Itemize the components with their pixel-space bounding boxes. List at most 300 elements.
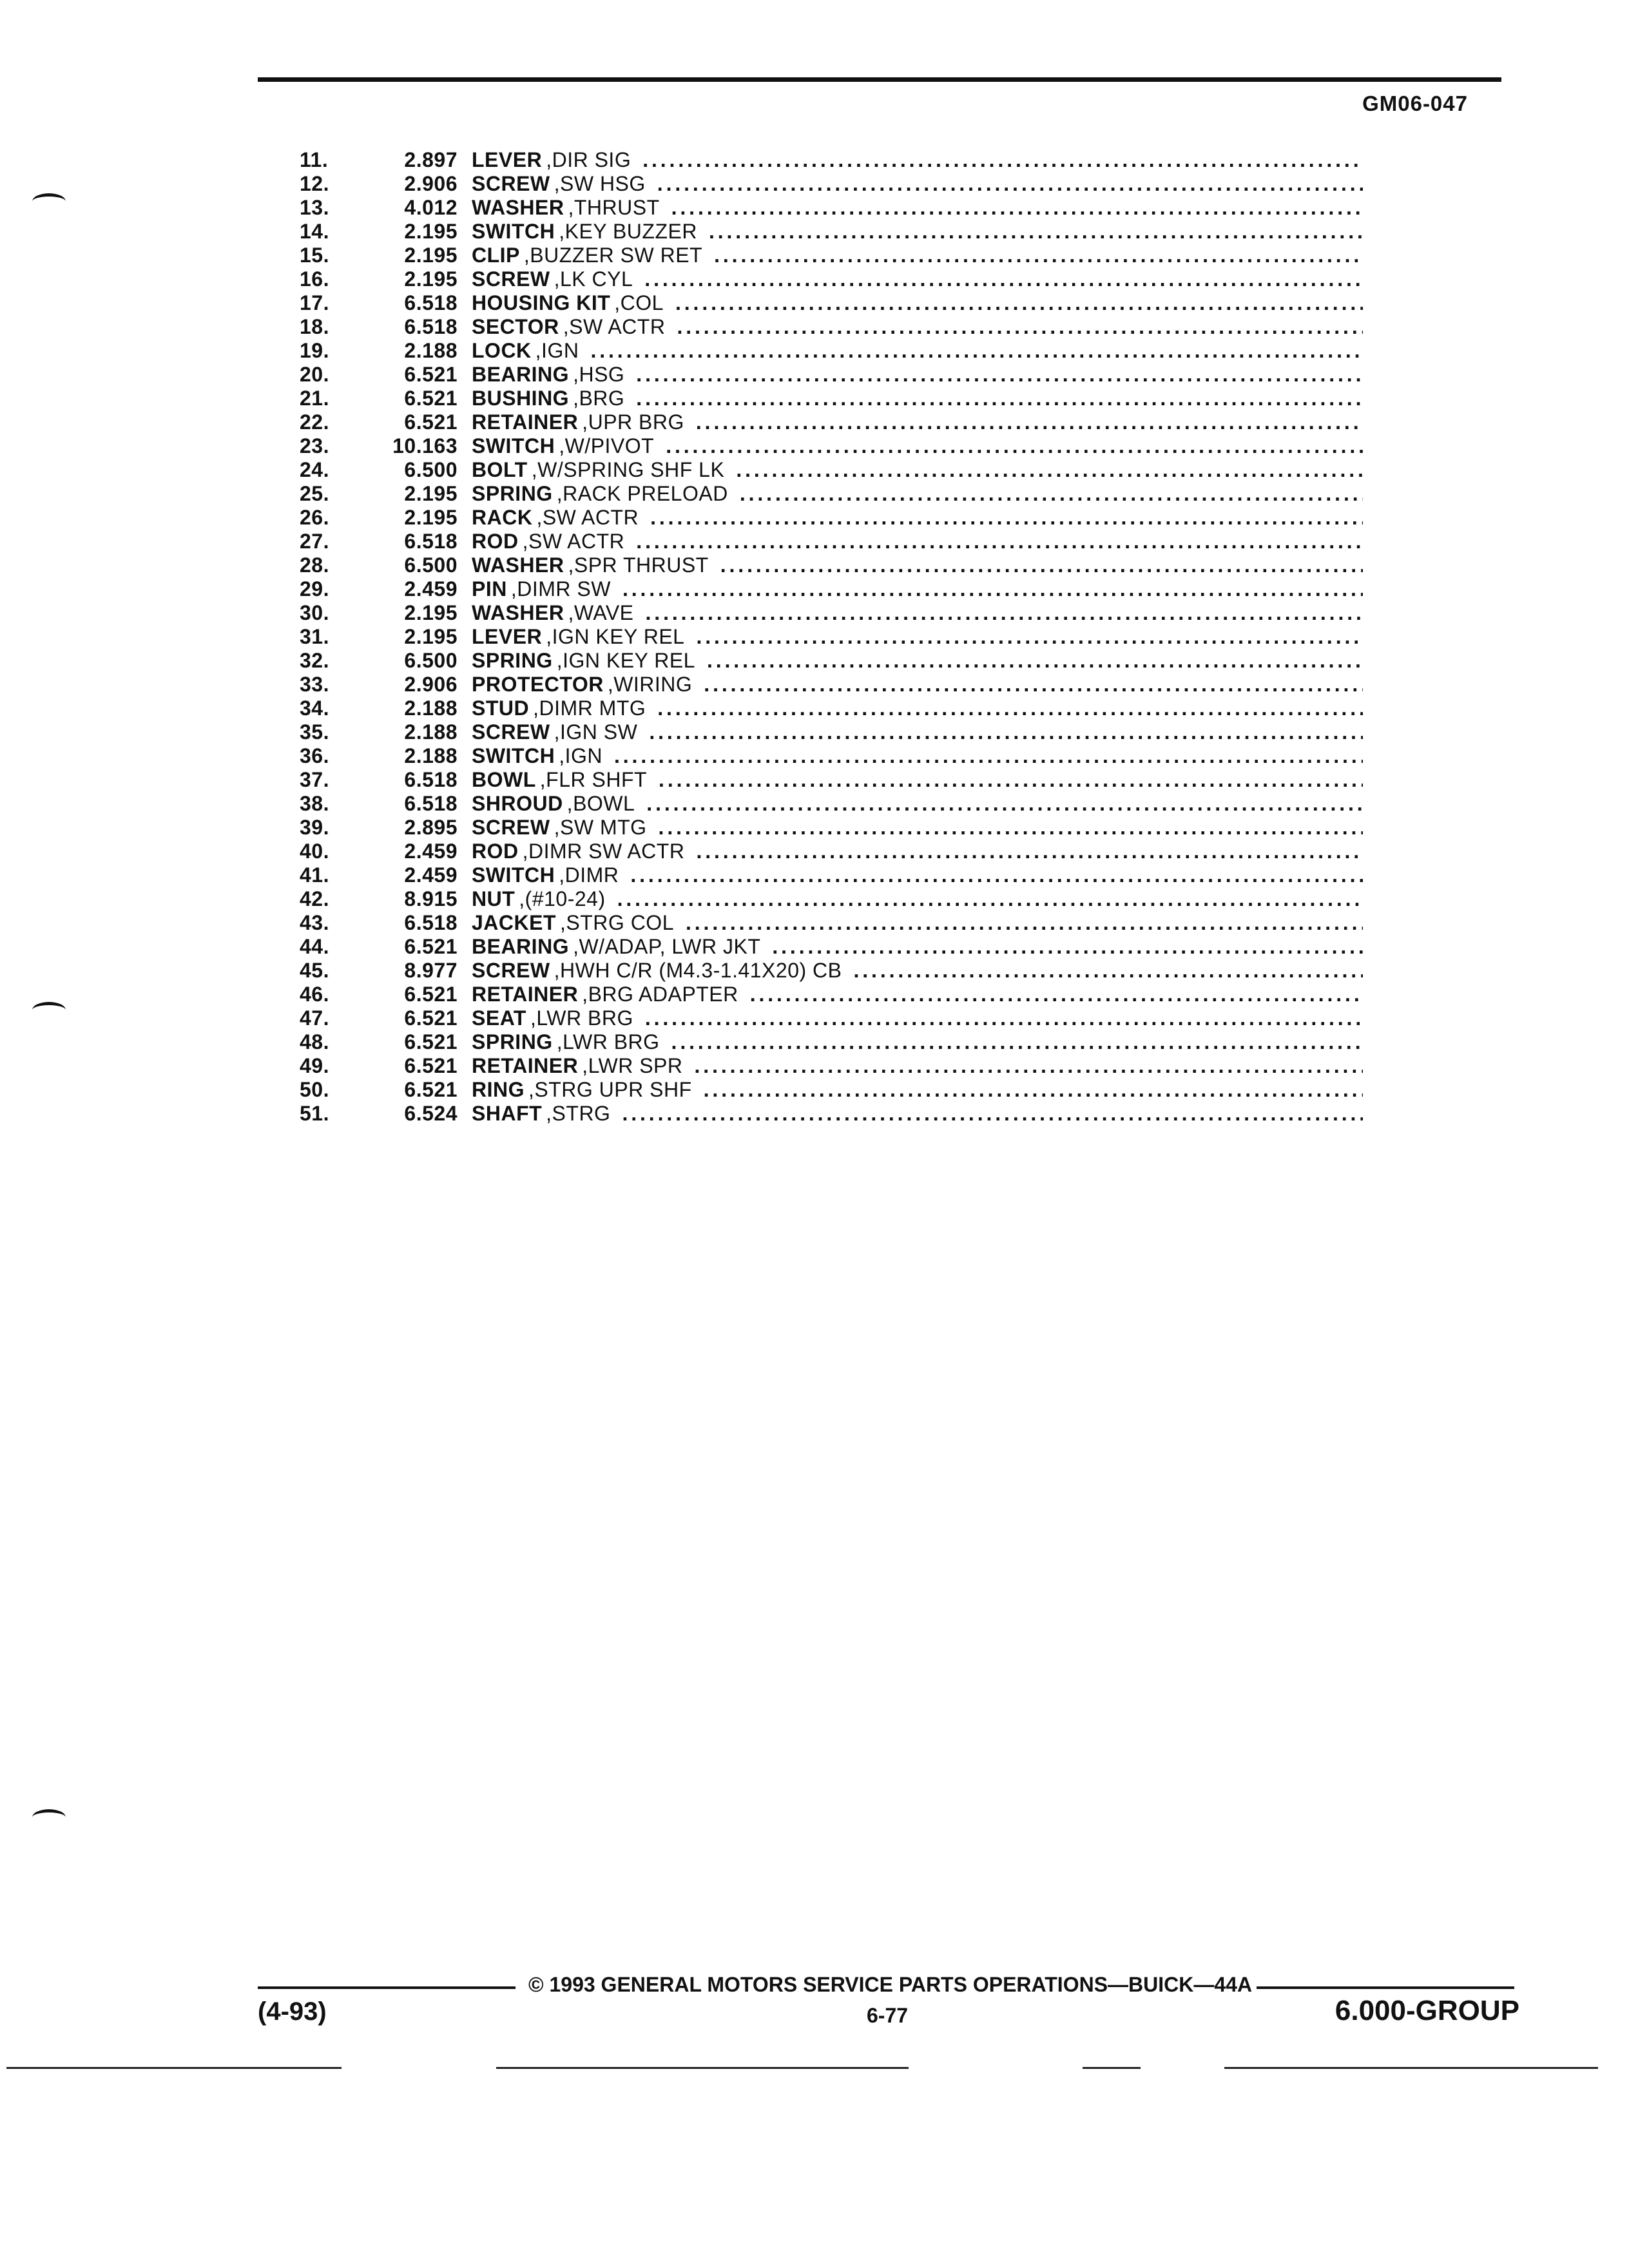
part-separator: ,: [559, 220, 565, 243]
parts-row: [300, 506, 1363, 530]
part-name: RETAINER: [472, 410, 579, 434]
part-separator: ,: [554, 720, 560, 744]
dot-leader: [659, 816, 1363, 840]
part-name: WASHER: [472, 196, 564, 219]
part-separator: ,: [523, 244, 530, 267]
part-separator: ,: [530, 1006, 537, 1030]
group-number: 2.906: [404, 673, 458, 696]
dot-leader: [714, 244, 1363, 267]
group-label: 6.000-GROUP: [1335, 1995, 1519, 2026]
group-number: 6.500: [404, 458, 458, 481]
group-number: 2.459: [404, 577, 458, 601]
part-separator: ,: [573, 363, 579, 386]
part-name: PROTECTOR: [472, 673, 604, 696]
item-number: 45.: [300, 959, 329, 982]
part-name: CLIP: [472, 244, 520, 267]
part-name: RING: [472, 1078, 525, 1101]
item-number: 49.: [300, 1054, 329, 1077]
parts-row: [300, 148, 1363, 172]
copyright-notice: © 1993 GENERAL MOTORS SERVICE PARTS OPERATIONS—BUICK—44A: [528, 1973, 1253, 1996]
parts-row: [300, 577, 1363, 601]
item-number: 12.: [300, 172, 329, 195]
dot-leader: [649, 720, 1363, 744]
item-number: 35.: [300, 720, 329, 744]
dot-leader: [657, 697, 1363, 720]
part-description: STRG: [552, 1102, 611, 1125]
margin-mark: [32, 1809, 66, 1825]
group-number: 6.518: [404, 792, 458, 815]
group-number: 8.915: [404, 887, 458, 910]
page-number: 6-77: [867, 2004, 909, 2027]
scan-edge-line: [1224, 2067, 1598, 2069]
parts-row: [300, 911, 1363, 935]
item-number: 38.: [300, 792, 329, 815]
group-number: 6.518: [404, 911, 458, 934]
part-name: SPRING: [472, 482, 553, 505]
part-separator: ,: [607, 673, 614, 696]
item-number: 20.: [300, 363, 329, 386]
part-description: THRUST: [574, 196, 660, 219]
part-description: SW HSG: [560, 172, 646, 195]
part-separator: ,: [528, 1078, 535, 1101]
part-description: IGN SW: [560, 720, 638, 744]
group-number: 2.188: [404, 339, 458, 362]
group-number: 2.195: [404, 601, 458, 624]
item-number: 44.: [300, 935, 329, 958]
part-description: IGN: [564, 744, 602, 767]
part-description: IGN: [541, 339, 579, 362]
group-number: 6.500: [404, 649, 458, 672]
part-description: BRG ADAPTER: [588, 983, 738, 1006]
part-separator: ,: [546, 625, 552, 648]
part-name: ROD: [472, 530, 519, 553]
part-name: SWITCH: [472, 863, 555, 887]
item-number: 24.: [300, 458, 329, 481]
group-number: 6.518: [404, 768, 458, 791]
part-separator: ,: [531, 458, 538, 481]
group-number: 6.518: [404, 530, 458, 553]
item-number: 27.: [300, 530, 329, 553]
parts-row: [300, 1078, 1363, 1102]
parts-row: [300, 816, 1363, 840]
parts-row: [300, 1054, 1363, 1078]
part-separator: ,: [546, 1102, 552, 1125]
footer-rule: [258, 1986, 516, 1989]
part-name: BEARING: [472, 363, 570, 386]
parts-row: [300, 720, 1363, 744]
item-number: 13.: [300, 196, 329, 219]
parts-row: [300, 482, 1363, 506]
part-description: (#10-24): [525, 887, 606, 910]
part-description: BUZZER SW RET: [530, 244, 703, 267]
parts-row: [300, 697, 1363, 720]
part-description: W/ADAP, LWR JKT: [579, 935, 761, 958]
group-number: 2.906: [404, 172, 458, 195]
part-description: IGN KEY REL: [552, 625, 685, 648]
group-number: 6.524: [404, 1102, 458, 1125]
part-description: STRG UPR SHF: [534, 1078, 692, 1101]
header-rule: [258, 77, 1501, 82]
part-description: COL: [620, 291, 664, 314]
group-number: 2.897: [404, 148, 458, 171]
dot-leader: [671, 1030, 1363, 1054]
dot-leader: [704, 1078, 1363, 1102]
part-description: SW MTG: [560, 816, 647, 839]
parts-row: [300, 434, 1363, 458]
dot-leader: [636, 387, 1363, 410]
parts-row: [300, 172, 1363, 196]
item-number: 37.: [300, 768, 329, 791]
part-name: BEARING: [472, 935, 570, 958]
dot-leader: [590, 339, 1363, 363]
parts-row: [300, 935, 1363, 959]
group-number: 6.521: [404, 935, 458, 958]
part-name: RETAINER: [472, 983, 579, 1006]
part-description: KEY BUZZER: [564, 220, 697, 243]
dot-leader: [704, 673, 1363, 697]
group-number: 6.500: [404, 553, 458, 577]
part-name: BUSHING: [472, 387, 570, 410]
group-number: 2.195: [404, 220, 458, 243]
item-number: 46.: [300, 983, 329, 1006]
part-separator: ,: [566, 792, 574, 815]
dot-leader: [696, 625, 1363, 649]
part-name: LOCK: [472, 339, 532, 362]
part-name: BOLT: [472, 458, 528, 481]
dot-leader: [644, 267, 1363, 291]
item-number: 21.: [300, 387, 329, 410]
item-number: 41.: [300, 863, 329, 887]
item-number: 23.: [300, 434, 329, 457]
item-number: 51.: [300, 1102, 329, 1125]
parts-row: [300, 983, 1363, 1006]
part-separator: ,: [560, 911, 566, 934]
parts-row: [300, 673, 1363, 697]
part-name: WASHER: [472, 553, 564, 577]
part-separator: ,: [554, 172, 560, 195]
part-description: DIMR MTG: [539, 697, 646, 720]
margin-mark: [32, 1002, 66, 1018]
group-number: 6.521: [404, 983, 458, 1006]
group-number: 6.521: [404, 1006, 458, 1030]
part-separator: ,: [556, 482, 563, 505]
parts-row: [300, 553, 1363, 577]
part-separator: ,: [554, 267, 560, 291]
group-number: 6.518: [404, 315, 458, 338]
dot-leader: [736, 458, 1363, 482]
part-description: BOWL: [573, 792, 635, 815]
item-number: 33.: [300, 673, 329, 696]
group-number: 2.195: [404, 482, 458, 505]
part-name: PIN: [472, 577, 507, 601]
scan-edge-line: [1083, 2067, 1141, 2069]
group-number: 6.521: [404, 410, 458, 434]
part-name: NUT: [472, 887, 516, 910]
dot-leader: [709, 220, 1363, 244]
part-name: SCREW: [472, 267, 550, 291]
part-separator: ,: [546, 148, 552, 171]
parts-row: [300, 196, 1363, 220]
parts-row: [300, 625, 1363, 649]
footer-rule: [1257, 1986, 1514, 1989]
part-name: ROD: [472, 840, 519, 863]
part-description: BRG: [579, 387, 625, 410]
part-name: SWITCH: [472, 744, 555, 767]
revision-date: (4-93): [258, 1997, 327, 2026]
part-separator: ,: [556, 649, 563, 672]
part-name: STUD: [472, 697, 530, 720]
dot-leader: [636, 530, 1363, 553]
part-separator: ,: [510, 577, 517, 601]
dot-leader: [617, 887, 1363, 911]
item-number: 36.: [300, 744, 329, 767]
dot-leader: [666, 434, 1363, 458]
part-description: UPR BRG: [588, 410, 684, 434]
group-number: 4.012: [404, 196, 458, 219]
part-separator: ,: [568, 196, 574, 219]
group-number: 6.521: [404, 363, 458, 386]
part-description: RACK PRELOAD: [563, 482, 728, 505]
part-description: SPR THRUST: [574, 553, 709, 577]
part-name: BOWL: [472, 768, 536, 791]
part-separator: ,: [554, 959, 560, 982]
parts-row: [300, 792, 1363, 816]
part-name: WASHER: [472, 601, 564, 624]
part-separator: ,: [573, 387, 579, 410]
part-description: WIRING: [613, 673, 693, 696]
part-description: FLR SHFT: [546, 768, 648, 791]
part-name: SPRING: [472, 649, 553, 672]
item-number: 19.: [300, 339, 329, 362]
part-description: WAVE: [574, 601, 634, 624]
dot-leader: [750, 983, 1363, 1006]
dot-leader: [772, 935, 1363, 959]
item-number: 34.: [300, 697, 329, 720]
part-name: HOUSING KIT: [472, 291, 611, 314]
margin-mark: [32, 193, 66, 209]
part-name: JACKET: [472, 911, 557, 934]
part-separator: ,: [559, 744, 565, 767]
group-number: 2.188: [404, 697, 458, 720]
item-number: 18.: [300, 315, 329, 338]
part-description: IGN KEY REL: [563, 649, 695, 672]
part-name: SCREW: [472, 720, 550, 744]
item-number: 31.: [300, 625, 329, 648]
parts-row: [300, 959, 1363, 983]
group-number: 2.459: [404, 840, 458, 863]
dot-leader: [646, 601, 1363, 625]
part-name: SPRING: [472, 1030, 553, 1053]
parts-row: [300, 530, 1363, 553]
part-separator: ,: [568, 601, 574, 624]
parts-row: [300, 220, 1363, 244]
dot-leader: [636, 363, 1363, 387]
part-description: STRG COL: [566, 911, 674, 934]
parts-row: [300, 291, 1363, 315]
group-number: 6.521: [404, 387, 458, 410]
part-description: DIMR: [564, 863, 619, 887]
part-description: HSG: [579, 363, 625, 386]
dot-leader: [671, 196, 1363, 220]
dot-leader: [696, 410, 1363, 434]
dot-leader: [645, 1006, 1363, 1030]
part-separator: ,: [614, 291, 621, 314]
parts-list: [300, 148, 1363, 1126]
parts-row: [300, 267, 1363, 291]
parts-row: [300, 387, 1363, 410]
item-number: 16.: [300, 267, 329, 291]
item-number: 32.: [300, 649, 329, 672]
dot-leader: [630, 863, 1363, 887]
group-number: 6.518: [404, 291, 458, 314]
part-description: SW ACTR: [528, 530, 625, 553]
group-number: 2.459: [404, 863, 458, 887]
group-number: 2.195: [404, 267, 458, 291]
part-separator: ,: [559, 863, 565, 887]
item-number: 40.: [300, 840, 329, 863]
dot-leader: [659, 768, 1363, 792]
part-separator: ,: [563, 315, 570, 338]
part-name: LEVER: [472, 148, 543, 171]
parts-row: [300, 339, 1363, 363]
part-separator: ,: [582, 410, 588, 434]
dot-leader: [695, 1054, 1364, 1078]
part-separator: ,: [582, 1054, 588, 1077]
item-number: 11.: [300, 148, 329, 171]
dot-leader: [657, 172, 1363, 196]
parts-row: [300, 1030, 1363, 1054]
part-name: SWITCH: [472, 220, 555, 243]
dot-leader: [720, 553, 1363, 577]
item-number: 14.: [300, 220, 329, 243]
item-number: 15.: [300, 244, 329, 267]
part-description: LWR BRG: [563, 1030, 660, 1053]
dot-leader: [622, 577, 1363, 601]
scan-edge-line: [496, 2067, 909, 2069]
item-number: 42.: [300, 887, 329, 910]
dot-leader: [696, 840, 1363, 863]
part-separator: ,: [522, 840, 528, 863]
part-description: DIMR SW ACTR: [528, 840, 685, 863]
dot-leader: [686, 911, 1363, 935]
parts-row: [300, 887, 1363, 911]
part-description: LWR BRG: [536, 1006, 633, 1030]
part-name: RETAINER: [472, 1054, 579, 1077]
item-number: 39.: [300, 816, 329, 839]
part-separator: ,: [568, 553, 574, 577]
dot-leader: [677, 315, 1363, 339]
document-code: GM06-047: [1362, 91, 1468, 115]
group-number: 2.188: [404, 744, 458, 767]
part-separator: ,: [556, 1030, 563, 1053]
part-description: HWH C/R (M4.3-1.41X20) CB: [560, 959, 842, 982]
part-separator: ,: [559, 434, 565, 457]
group-number: 2.195: [404, 506, 458, 529]
item-number: 50.: [300, 1078, 329, 1101]
parts-row: [300, 244, 1363, 267]
item-number: 25.: [300, 482, 329, 505]
item-number: 47.: [300, 1006, 329, 1030]
part-separator: ,: [522, 530, 528, 553]
part-separator: ,: [536, 506, 543, 529]
part-separator: ,: [519, 887, 525, 910]
group-number: 2.188: [404, 720, 458, 744]
part-separator: ,: [554, 816, 560, 839]
parts-row: [300, 601, 1363, 625]
dot-leader: [642, 148, 1363, 172]
item-number: 28.: [300, 553, 329, 577]
group-number: 8.977: [404, 959, 458, 982]
part-description: LWR SPR: [588, 1054, 683, 1077]
part-description: SW ACTR: [569, 315, 666, 338]
part-name: SWITCH: [472, 434, 555, 457]
parts-row: [300, 768, 1363, 792]
item-number: 43.: [300, 911, 329, 934]
part-separator: ,: [539, 768, 546, 791]
group-number: 10.163: [392, 434, 458, 457]
group-number: 2.195: [404, 244, 458, 267]
part-description: W/PIVOT: [564, 434, 655, 457]
part-name: SCREW: [472, 959, 550, 982]
parts-row: [300, 410, 1363, 434]
part-name: SECTOR: [472, 315, 559, 338]
part-description: DIMR SW: [517, 577, 611, 601]
item-number: 22.: [300, 410, 329, 434]
group-number: 6.521: [404, 1078, 458, 1101]
part-name: SEAT: [472, 1006, 526, 1030]
part-separator: ,: [533, 697, 539, 720]
dot-leader: [646, 792, 1363, 816]
part-description: W/SPRING SHF LK: [537, 458, 725, 481]
group-number: 6.521: [404, 1054, 458, 1077]
part-name: SCREW: [472, 172, 550, 195]
parts-row: [300, 840, 1363, 863]
dot-leader: [675, 291, 1363, 315]
part-name: SCREW: [472, 816, 550, 839]
group-number: 6.521: [404, 1030, 458, 1053]
part-description: LK CYL: [560, 267, 633, 291]
dot-leader: [614, 744, 1363, 768]
parts-row: [300, 315, 1363, 339]
dot-leader: [622, 1102, 1363, 1126]
item-number: 29.: [300, 577, 329, 601]
item-number: 30.: [300, 601, 329, 624]
part-separator: ,: [535, 339, 542, 362]
item-number: 17.: [300, 291, 329, 314]
group-number: 2.895: [404, 816, 458, 839]
parts-row: [300, 458, 1363, 482]
part-name: SHAFT: [472, 1102, 543, 1125]
parts-row: [300, 744, 1363, 768]
dot-leader: [853, 959, 1363, 983]
dot-leader: [740, 482, 1363, 506]
parts-row: [300, 1102, 1363, 1126]
parts-row: [300, 649, 1363, 673]
part-description: DIR SIG: [552, 148, 631, 171]
part-name: LEVER: [472, 625, 543, 648]
part-separator: ,: [582, 983, 588, 1006]
parts-row: [300, 1006, 1363, 1030]
part-description: SW ACTR: [542, 506, 639, 529]
item-number: 48.: [300, 1030, 329, 1053]
item-number: 26.: [300, 506, 329, 529]
part-name: SHROUD: [472, 792, 563, 815]
parts-row: [300, 363, 1363, 387]
scan-edge-line: [6, 2067, 342, 2069]
parts-row: [300, 863, 1363, 887]
dot-leader: [650, 506, 1363, 530]
group-number: 2.195: [404, 625, 458, 648]
